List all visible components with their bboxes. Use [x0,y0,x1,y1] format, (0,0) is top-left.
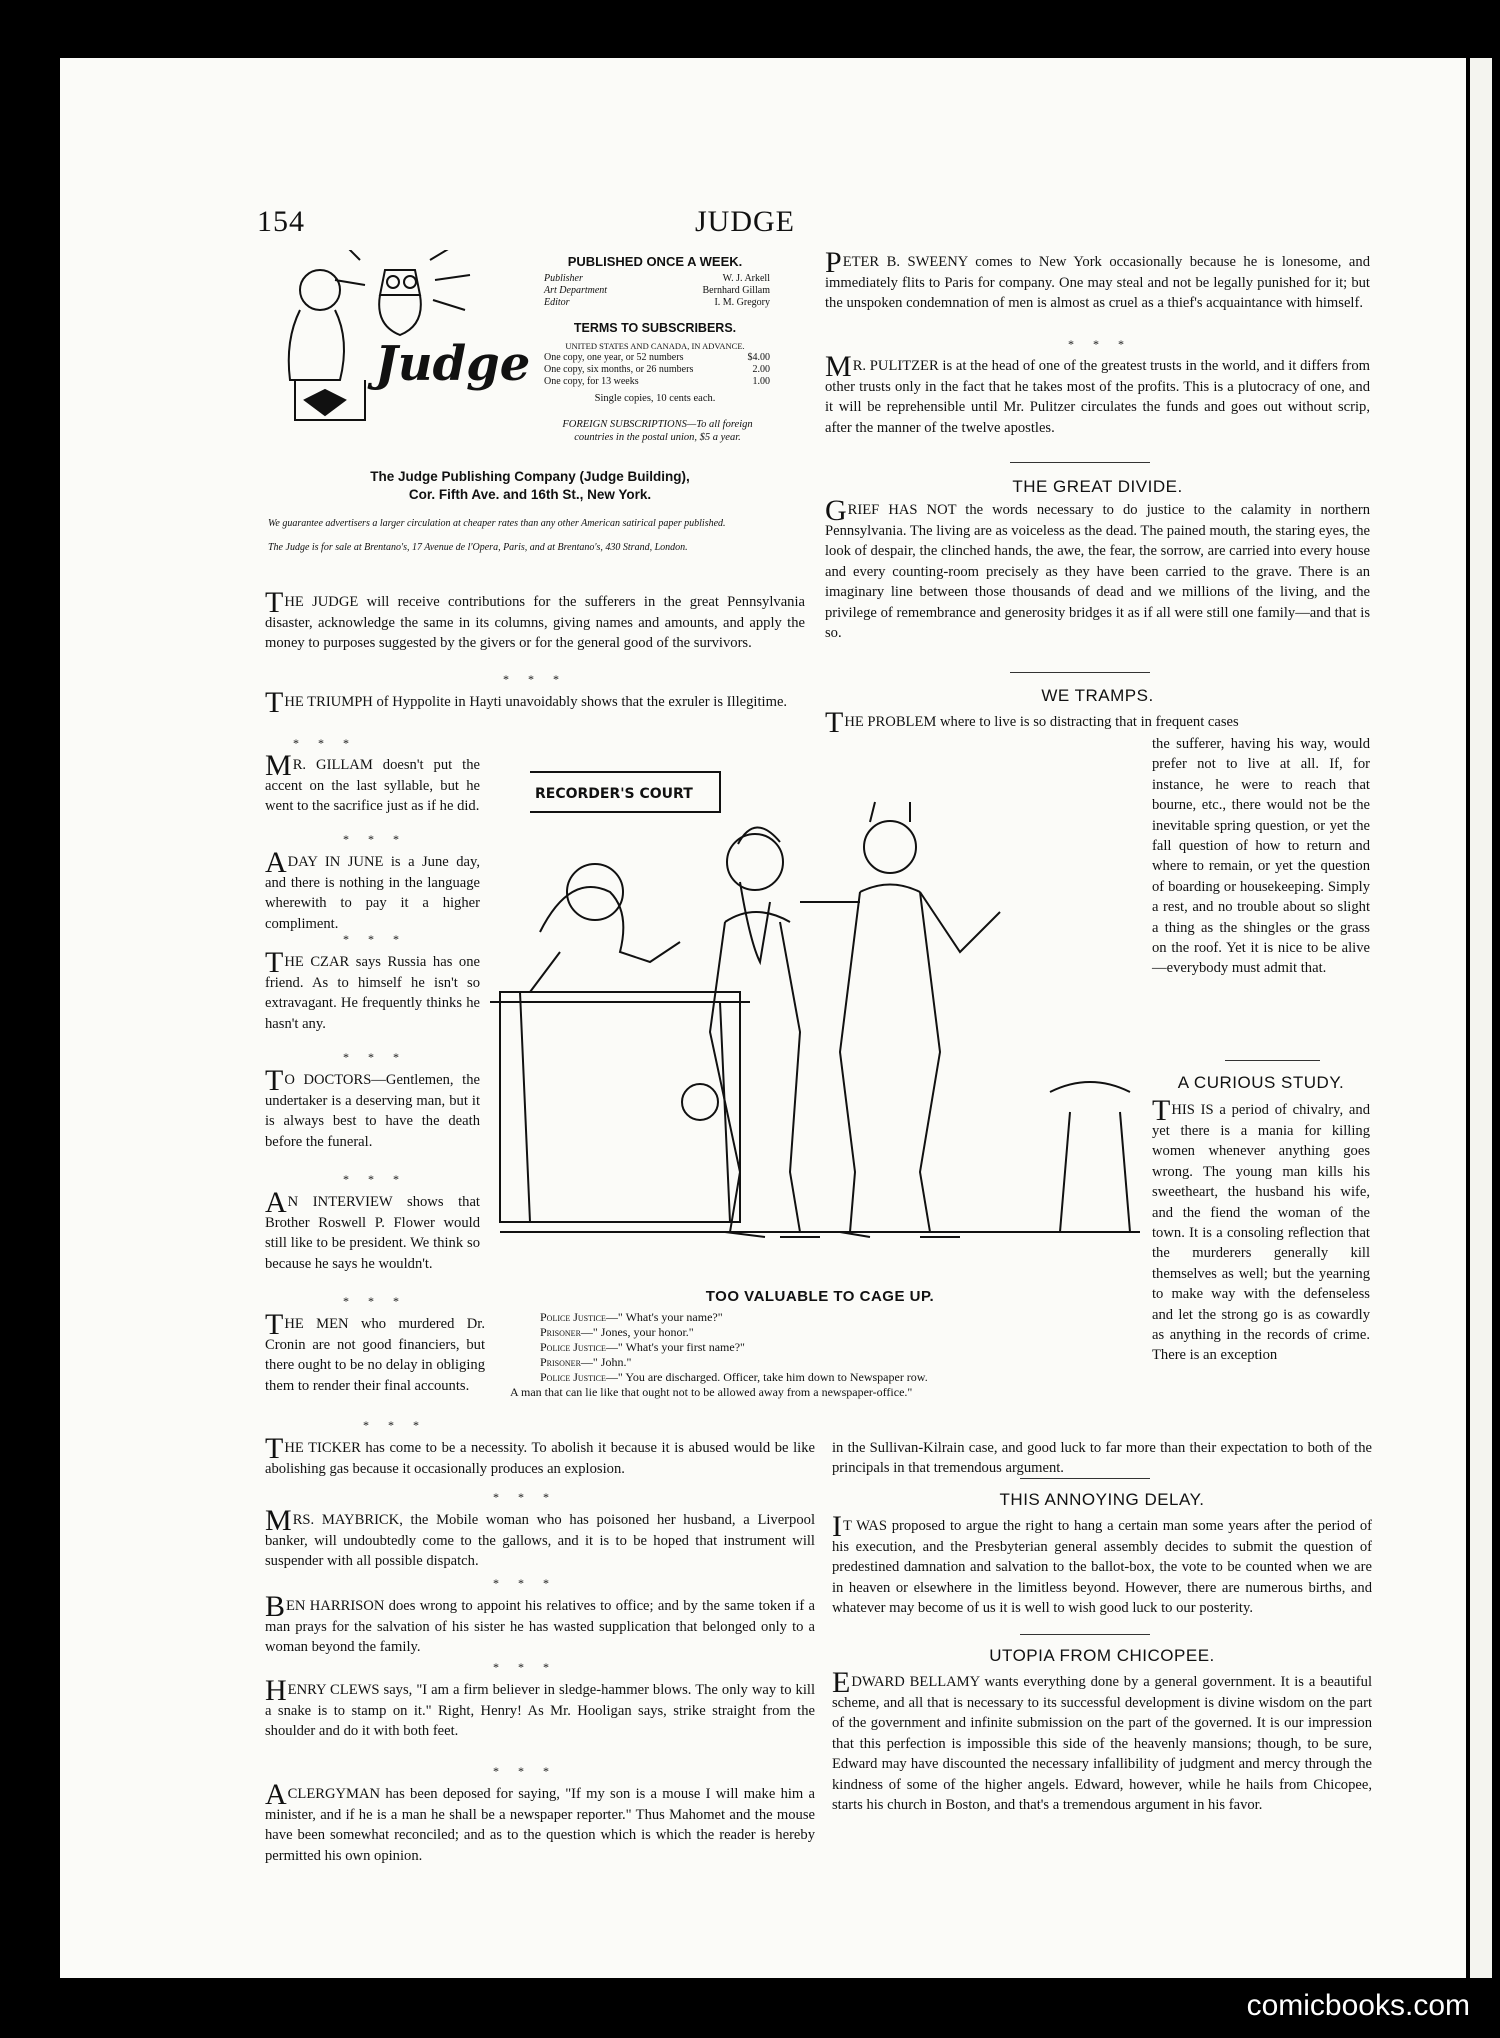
rates-table: One copy, one year, or 52 numbers $4.00 One copy, six months, or 26 numbers 2.00 One copy, for 13 weeks 1.00 [544,352,770,387]
separator: * * * [493,1764,557,1778]
staff-list: Publisher W. J. Arkell Art Department Bernhard Gillam Editor I. M. Gregory [544,273,770,308]
para-clergyman: ACLERGYMAN has been deposed for saying, "If my son is a mouse I will make him a minister, and if he is a man he shall be a newspaper reporter." Thus Mahomet and the mouse have been somewhat reconciled; and as to the question which is which the reader is hereby permitted his own opinion. [265,1778,815,1864]
para-czar: THE CZAR says Russia has one friend. As to himself he isn't so extravagant. He frequently thinks he hasn't any. [265,946,480,1032]
divider [1010,672,1150,673]
judge-logo-icon [265,250,535,440]
advertiser-note: We guarantee advertisers a larger circulation at cheaper rates than any other American satirical paper published. [268,518,726,529]
divider [1010,462,1150,463]
dialog-line: Police Justice—" What's your first name?" [540,1340,745,1354]
separator: * * * [493,1660,557,1674]
company-name: The Judge Publishing Company (Judge Building), [370,469,690,484]
para-pulitzer: MR. PULITZER is at the head of one of the greatest trusts in the world, and it differs from other trusts only in the fact that he takes most of the profits. This is a plutocracy of one, and it will be reprehensible until Mr. Pulitzer circulates the funds and goes out without scrip, after the manner of the twelve apostles. [825,350,1370,436]
para-problem-b: the sufferer, having his way, would prefer not to live at all. If, for instance, he were to reach that bourne, etc., there would not be the inevitable spring question, or yet the fall question of how to return and where to remain, or yet the question of boarding or housekeeping. Simply a rest, and no trouble about so slight a thing as the shingles or the grass on the roof. Yet it is nice to be alive—everybody must admit that. [1152,736,1370,977]
dialog-line: Prisoner—" Jones, your honor." [540,1325,694,1339]
para-clews: HENRY CLEWS says, "I am a firm believer in sledge-hammer blows. The only way to kill a snake is to stamp on it." Right, Henry! As Mr. Hooligan says, strike straight from the shoulder and do it with both feet. [265,1674,815,1740]
para-cronin: THE MEN who murdered Dr. Cronin are not good financiers, but there ought to be no delay in obliging them to render their final accounts. [265,1308,485,1394]
separator: * * * [493,1576,557,1590]
dialog-line: Police Justice—" What's your name?" [540,1310,723,1324]
heading-utopia: UTOPIA FROM CHICOPEE. [989,1646,1215,1665]
separator: * * * [343,1294,407,1308]
separator: * * * [293,736,357,750]
terms-title: TERMS TO SUBSCRIBERS. [573,321,737,335]
terms-subtitle: UNITED STATES AND CANADA, IN ADVANCE. [565,341,745,351]
divider [1020,1478,1150,1479]
company-address: Cor. Fifth Ave. and 16th St., New York. [408,487,652,502]
para-maybrick: MRS. MAYBRICK, the Mobile woman who has poisoned her husband, a Liverpool banker, will undoubtedly come to the gallows, and it is to be hoped that instrument will suspender with all possible dispatch. [265,1504,815,1570]
para-sweeny: PETER B. SWEENY comes to New York occasionally because he is lonesome, and immediately flits to Paris for company. One may steal and not be legally punished for it; but the unspoken condemnation of men is almost as cruel as a thief's acquaintance with himself. [825,246,1370,312]
para-bellamy: EDWARD BELLAMY wants everything done by a general government. It is a beautiful scheme, and all that is necessary to its successful development is divine wisdom on the part of the government and infinite submission on the part of the governed. It is our impression that this perfection is impossible this side of the heavenly mansions; though, to be sure, Edward may have discounted the necessary infallibility of judgment and mercy through the kindness of some of the higher angels. Edward, however, while he hails from Chicopee, starts his church in Boston, and that's a tremendous argument in his favor. [832,1666,1372,1814]
para-problem-a: THE PROBLEM where to live is so distracting that in frequent cases [825,706,1239,739]
separator: * * * [343,1172,407,1186]
dialog-line: A man that can lie like that ought not to be allowed away from a newspaper-office." [510,1385,913,1399]
foreign-subscriptions: FOREIGN SUBSCRIPTIONS—To all foreign countries in the postal union, $5 a year. [562,419,753,443]
divider [1020,1634,1150,1635]
dialog-line: Police Justice—" You are discharged. Officer, take him down to Newspaper row. [540,1370,928,1384]
next-page-edge [1470,58,1492,1978]
separator: * * * [343,1050,407,1064]
heading-we-tramps: WE TRAMPS. [1041,686,1154,705]
para-doctors: TO DOCTORS—Gentlemen, the undertaker is a deserving man, but it is always best to have the death before the funeral. [265,1064,480,1150]
separator: * * * [493,1490,557,1504]
masthead-title: JUDGE [695,205,795,238]
heading-great-divide: THE GREAT DIVIDE. [1012,477,1183,496]
heading-curious-study: A CURIOUS STUDY. [1177,1073,1345,1092]
dialog-line: Prisoner—" John." [540,1355,632,1369]
para-grief: GRIEF HAS NOT the words necessary to do justice to the calamity in northern Pennsylvania. The living are as voiceless as the dead. The pained mouth, the staring eyes, the look of despair, the clinched hands, the awe, the fear, the sorrow, are carried into every house and every counting-room precisely as they have been carried to the grave. There is an imaginary line between those thousands of dead and we millions of the living, and the privilege of remembrance and generosity bridges it as if all were still one family—and that is so. [825,494,1370,642]
para-sullivan: in the Sullivan-Kilrain case, and good luck to far more than their expectation to both of the principals in that tremendous argument. [832,1440,1372,1477]
cartoon-illustration [490,752,1150,1292]
heading-annoying-delay: THIS ANNOYING DELAY. [999,1490,1205,1509]
separator: * * * [363,1418,427,1432]
separator: * * * [343,932,407,946]
para-proposed: IT WAS proposed to argue the right to hang a certain man some years after the period of his execution, and the Presbyterian general assembly decides to submit the question of predestined damnation and salvation to the ballot-box, the vote to be counted when we are in heaven or elsewhere in the limitless beyond. However, there are numerous births, and whatever may become of us it is well to wish good luck to our posterity. [832,1510,1372,1617]
separator: * * * [503,672,567,686]
cartoon-caption: TOO VALUABLE TO CAGE UP. [705,1288,935,1305]
divider [1225,1060,1320,1061]
para-harrison: BEN HARRISON does wrong to appoint his relatives to office; and by the same token if a man prays for the salvation of his sister he has wasted supplication that belonged only to a woman beyond the family. [265,1590,815,1656]
para-hyppolite: THE TRIUMPH of Hyppolite in Hayti unavoidably shows that the exruler is Illegitime. [265,686,788,719]
para-gillam: MR. GILLAM doesn't put the accent on the last syllable, but he went to the sacrifice just as if he did. [265,749,480,815]
para-chivalry: THIS IS a period of chivalry, and yet there is a mania for killing women whenever anything goes wrong. The young man kills his sweetheart, the husband his wife, and the fiend the woman of the town. It is a consoling reflection that the murderers generally kill themselves as well; but the yearning to make way with the defenseless and let the strong go is as cowardly as anything in the records of crime. There is an exception [1152,1094,1370,1364]
cartoon-dialog [510,1310,1150,1400]
para-interview: AN INTERVIEW shows that Brother Roswell P. Flower would still like to be president. We think so because he says he wouldn't. [265,1186,480,1272]
para-ticker: THE TICKER has come to be a necessity. To abolish it because it is abused would be like abolishing gas because it occasionally produces an explosion. [265,1432,815,1477]
separator: * * * [343,832,407,846]
single-copy: Single copies, 10 cents each. [594,393,716,404]
separator: * * * [1068,337,1132,351]
para-judge-contributions: THE JUDGE will receive contributions for the sufferers in the great Pennsylvania disaster, acknowledge the same in its columns, giving names and amounts, and apply the money to purposes suggested by the givers or for the general good of the survivors. [265,586,805,652]
watermark: comicbooks.com [1246,1989,1470,2022]
published-weekly: PUBLISHED ONCE A WEEK. [567,254,743,269]
para-june: ADAY IN JUNE is a June day, and there is nothing in the language wherewith to pay it a higher compliment. [265,846,480,932]
logo-wordmark: Judge [375,336,531,392]
page-number: 154 [257,205,305,238]
recorders-court-sign: RECORDER'S COURT [535,786,693,802]
sale-note: The Judge is for sale at Brentano's, 17 Avenue de l'Opera, Paris, and at Brentano's, 430 Strand, London. [268,542,688,553]
